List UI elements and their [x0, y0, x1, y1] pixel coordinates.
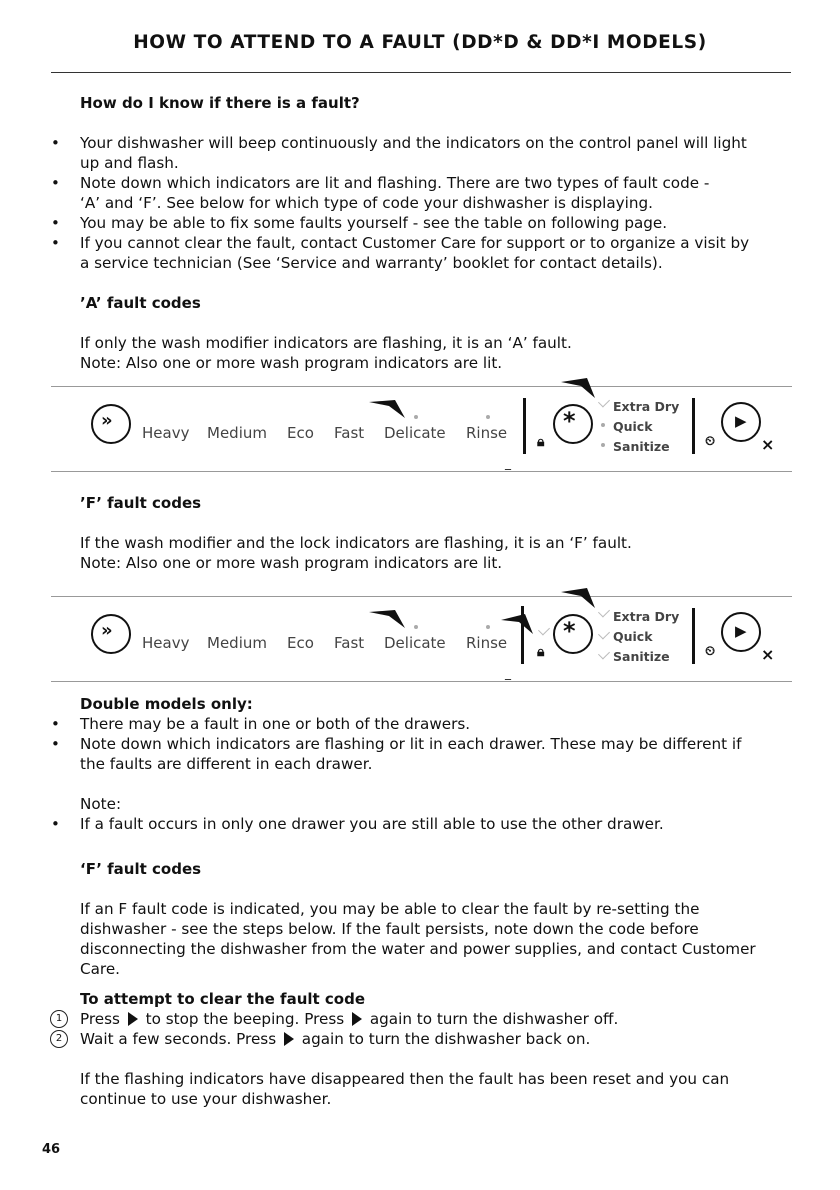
modifier-label: Quick [613, 629, 653, 644]
cancel-icon: × [761, 645, 775, 664]
program-label: Heavy [142, 634, 190, 652]
modifier-label: Quick [613, 419, 653, 434]
indicator-dot [601, 443, 605, 447]
text-line: a service technician (See ‘Service and warranty’ booklet for contact details). [80, 254, 663, 272]
play-icon [128, 1012, 138, 1026]
cancel-icon: × [761, 435, 775, 454]
arrow-pointer-icon [367, 392, 407, 420]
step-number-2: 2 [50, 1030, 68, 1048]
asterisk-icon: * [563, 407, 576, 435]
panel-bottom-line [51, 471, 792, 472]
title-rule [51, 72, 791, 73]
bullet: • [51, 735, 60, 753]
text-line: If an F fault code is indicated, you may be able to clear the fault by re-setting the [80, 900, 700, 918]
text-line: Note down which indicators are lit and flashing. There are two types of fault code - [80, 174, 710, 192]
play-icon: ▶ [735, 622, 747, 640]
indicator-dot [414, 625, 418, 629]
underline-mark: _ [505, 666, 511, 680]
divider [692, 608, 695, 664]
heading-f-fault: ’F’ fault codes [80, 494, 202, 512]
program-label: Fast [334, 634, 365, 652]
heading-know: How do I know if there is a fault? [80, 94, 360, 112]
indicator-dot [414, 415, 418, 419]
arrow-pointer-icon [559, 370, 599, 400]
program-label: Delicate [384, 424, 446, 442]
check-icon [598, 647, 610, 659]
bullet: • [51, 815, 60, 833]
check-icon [538, 623, 550, 635]
program-label: Delicate [384, 634, 446, 652]
check-icon [598, 627, 610, 639]
text-line: continue to use your dishwasher. [80, 1090, 332, 1108]
program-label: Medium [207, 424, 267, 442]
divider [692, 398, 695, 454]
program-label: Heavy [142, 424, 190, 442]
check-icon [598, 395, 610, 407]
text-line: Note down which indicators are flashing or lit in each drawer. These may be different if [80, 735, 742, 753]
text-line: Your dishwasher will beep continuously and the indicators on the control panel will light [80, 134, 747, 152]
arrow-pointer-icon [559, 580, 599, 610]
text-line: You may be able to fix some faults yourself - see the table on following page. [80, 214, 668, 232]
play-icon: ▶ [735, 412, 747, 430]
program-label: Rinse [466, 634, 508, 652]
control-panel-a [51, 386, 792, 472]
play-icon [352, 1012, 362, 1026]
modifier-label: Extra Dry [613, 609, 680, 624]
text-line: If the flashing indicators have disappeared then the fault has been reset and you can [80, 1070, 730, 1088]
step-text: Wait a few seconds. Press [80, 1030, 277, 1048]
delay-timer-icon: ⏲ [705, 644, 716, 659]
step-1 [80, 1009, 618, 1029]
heading-f-fault-2: ‘F’ fault codes [80, 860, 202, 878]
bullet: • [51, 214, 60, 232]
program-label: Eco [287, 634, 314, 652]
control-panel-f [51, 596, 792, 682]
modifier-label: Extra Dry [613, 399, 680, 414]
text-line: There may be a fault in one or both of the drawers. [80, 715, 471, 733]
divider [521, 606, 524, 664]
text-line: Care. [80, 960, 120, 978]
double-chevron-icon: » [101, 410, 113, 431]
arrow-pointer-icon [367, 602, 407, 630]
heading-clear-fault: To attempt to clear the fault code [80, 990, 366, 1008]
program-label: Rinse [466, 424, 508, 442]
check-icon [598, 605, 610, 617]
step-text: again to turn the dishwasher off. [369, 1010, 619, 1028]
page-title: HOW TO ATTEND TO A FAULT (DD*D & DD*I MODELS) [133, 32, 707, 53]
underline-mark: _ [505, 456, 511, 470]
lock-icon: 🔒︎ [537, 644, 545, 660]
step-text: Press [80, 1010, 120, 1028]
indicator-dot [486, 625, 490, 629]
indicator-dot [601, 423, 605, 427]
bullet: • [51, 174, 60, 192]
text-line: If a fault occurs in only one drawer you are still able to use the other drawer. [80, 815, 664, 833]
text-line: disconnecting the dishwasher from the water and power supplies, and contact Customer [80, 940, 756, 958]
text-line: up and flash. [80, 154, 179, 172]
note-label: Note: [80, 795, 122, 813]
modifier-label: Sanitize [613, 649, 670, 664]
step-number-1: 1 [50, 1010, 68, 1028]
text-line: Note: Also one or more wash program indicators are lit. [80, 354, 503, 372]
text-line: ‘A’ and ‘F’. See below for which type of code your dishwasher is displaying. [80, 194, 653, 212]
program-label: Fast [334, 424, 365, 442]
text-line: Note: Also one or more wash program indicators are lit. [80, 554, 503, 572]
double-chevron-icon: » [101, 620, 113, 641]
text-line: dishwasher - see the steps below. If the fault persists, note down the code before [80, 920, 699, 938]
step-text: again to turn the dishwasher back on. [301, 1030, 591, 1048]
heading-a-fault: ’A’ fault codes [80, 294, 201, 312]
text-line: If only the wash modifier indicators are flashing, it is an ‘A’ fault. [80, 334, 572, 352]
text-line: If the wash modifier and the lock indicators are flashing, it is an ‘F’ fault. [80, 534, 632, 552]
program-label: Medium [207, 634, 267, 652]
bullet: • [51, 234, 60, 252]
heading-double-models: Double models only: [80, 695, 253, 713]
indicator-dot [486, 415, 490, 419]
lock-icon: 🔒︎ [537, 434, 545, 450]
asterisk-icon: * [563, 617, 576, 645]
step-text: to stop the beeping. Press [145, 1010, 345, 1028]
modifier-label: Sanitize [613, 439, 670, 454]
text-line: the faults are different in each drawer. [80, 755, 373, 773]
bullet: • [51, 715, 60, 733]
step-2 [80, 1029, 590, 1049]
panel-bottom-line [51, 681, 792, 682]
play-icon [284, 1032, 294, 1046]
page-number: 46 [42, 1142, 61, 1157]
program-label: Eco [287, 424, 314, 442]
delay-timer-icon: ⏲ [705, 434, 716, 449]
bullet: • [51, 134, 60, 152]
text-line: If you cannot clear the fault, contact Customer Care for support or to organize a visit by [80, 234, 750, 252]
arrow-pointer-icon [499, 608, 535, 636]
divider [523, 398, 526, 454]
